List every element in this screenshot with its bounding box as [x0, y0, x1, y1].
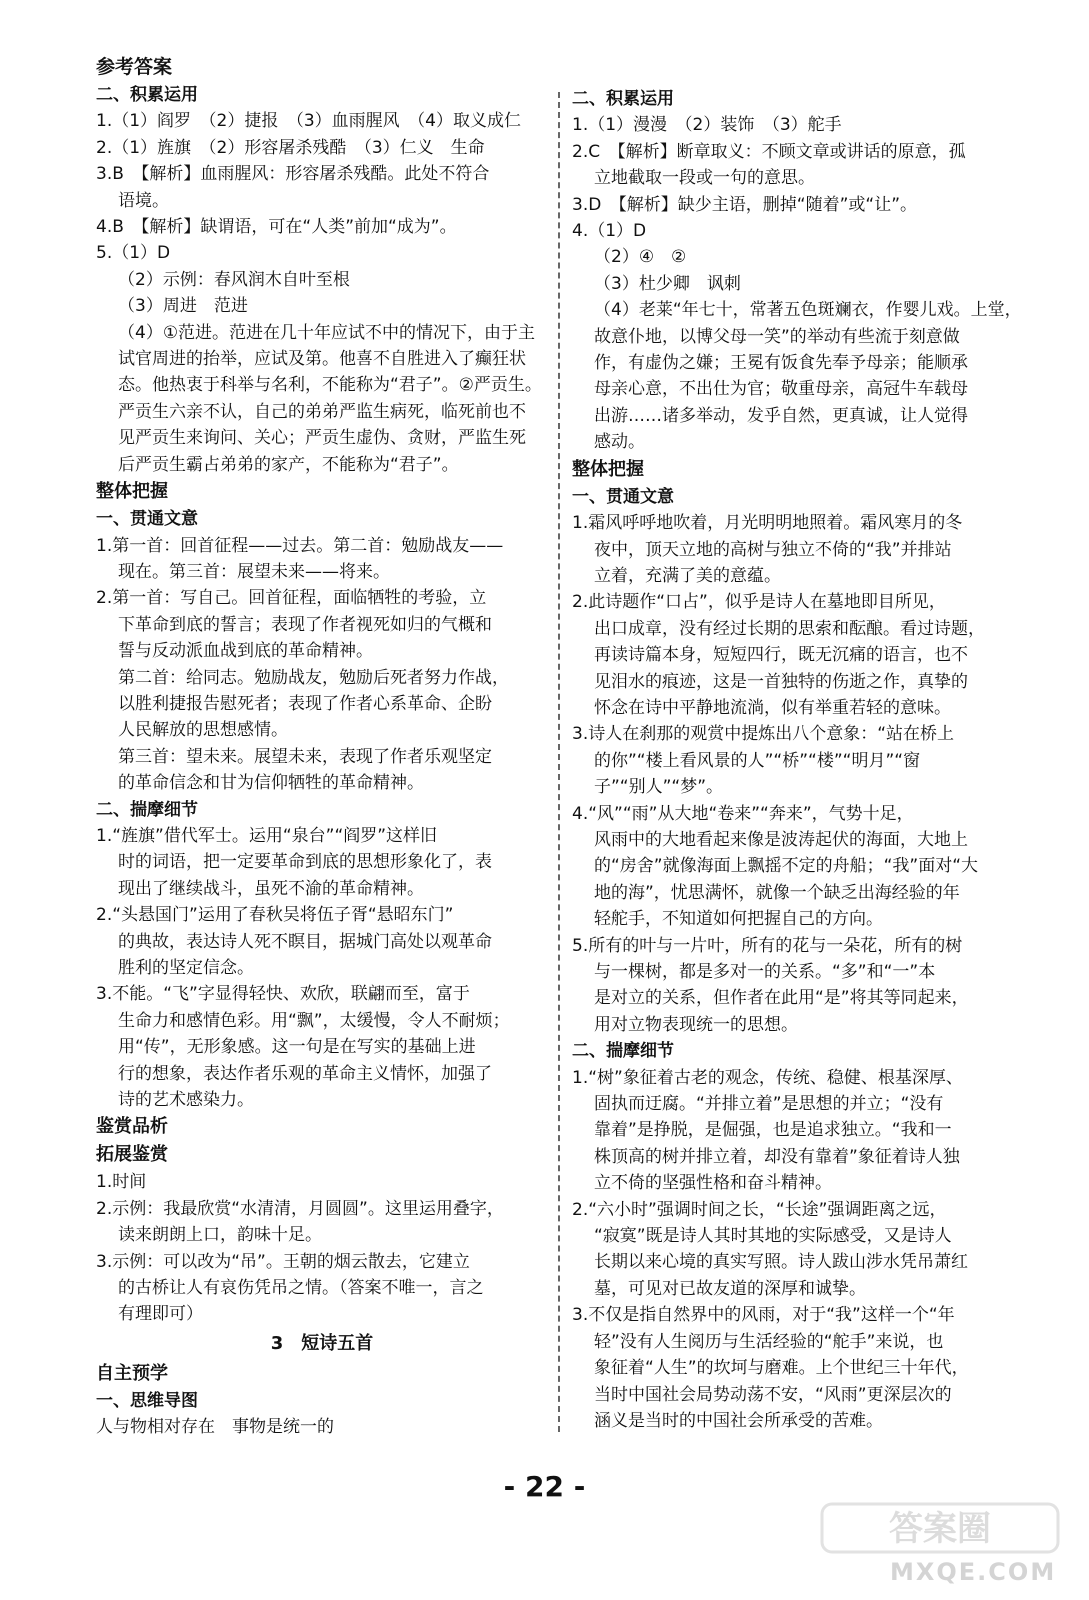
- text-line: 风雨中的大地看起来像是波涛起伏的海面，大地上: [594, 829, 968, 850]
- subsection-heading: 二、积累运用: [96, 85, 198, 105]
- text-line: 感动。: [594, 432, 645, 453]
- text-line: 严贡生六亲不认，自己的弟弟严监生病死，临死前也不: [118, 401, 526, 422]
- text-line: 母亲心意，不出仕为官；敬重母亲，高冠牛车载母: [594, 379, 968, 400]
- text-line: 2.“头悬国门”运用了春秋吴将伍子胥“悬昭东门”: [96, 905, 454, 926]
- text-line: 3.B 【解析】血雨腥风：形容屠杀残酷。此处不符合: [96, 164, 490, 185]
- text-line: 立不倚的坚强性格和奋斗精神。: [594, 1173, 832, 1194]
- text-line: 3.不仅是指自然界中的风雨，对于“我”这样一个“年: [572, 1305, 955, 1326]
- section-heading: 整体把握: [572, 458, 644, 480]
- text-line: 1.时间: [96, 1172, 147, 1193]
- text-line: 诗的艺术感染力。: [118, 1090, 254, 1111]
- text-line: 3.不能。“飞”字显得轻快、欢欣，联翩而至，富于: [96, 984, 470, 1005]
- text-line: 子”“别人”“梦”。: [594, 777, 724, 798]
- text-line: （3）周进 范进: [118, 296, 248, 317]
- watermark-logo-text: 答案圈: [889, 1509, 991, 1549]
- text-line: 2.此诗题作“口占”，似乎是诗人在墓地即目所见，: [572, 592, 946, 613]
- text-line: 3.示例：可以改为“吊”。王朝的烟云散去，它建立: [96, 1251, 470, 1272]
- text-line: 怀念在诗中平静地流淌，似有举重若轻的意味。: [594, 697, 951, 718]
- text-line: 1.“树”象征着古老的观念，传统、稳健、根基深厚、: [572, 1067, 963, 1088]
- section-heading: 鉴赏品析: [96, 1116, 168, 1138]
- text-line: 3.D 【解析】缺少主语，删掉“随着”或“让”。: [572, 194, 918, 215]
- section-heading: 自主预学: [96, 1362, 168, 1384]
- text-line: 人与物相对存在 事物是统一的: [96, 1417, 334, 1438]
- watermark-logo: [820, 1500, 1060, 1556]
- text-line: 1.霜风呼呼地吹着，月光明明地照着。霜风寒月的冬: [572, 513, 963, 534]
- left-column: [96, 52, 548, 1441]
- text-line: （3）杜少卿 讽刺: [594, 273, 741, 294]
- text-line: 长期以来心境的真实写照。诗人跋山涉水凭吊萧红: [594, 1252, 968, 1273]
- watermark-url: MXQE.COM: [890, 1558, 1057, 1586]
- text-line: 后严贡生霸占弟弟的家产，不能称为“君子”。: [118, 454, 459, 475]
- text-line: 当时中国社会局势动荡不安，“风雨”更深层次的: [594, 1384, 952, 1405]
- text-line: 2.C 【解析】断章取义：不顾文章或讲话的原意，孤: [572, 141, 966, 162]
- page-number: - 22 -: [503, 1470, 586, 1503]
- text-line: 2.“六小时”强调时间之长，“长途”强调距离之远，: [572, 1199, 947, 1220]
- text-line: （2）示例：春风润木自叶至根: [118, 269, 350, 290]
- subsection-heading: 二、揣摩细节: [572, 1041, 674, 1062]
- text-line: 的你”“楼上看风景的人”“桥”“楼”“明月”“窗: [594, 750, 921, 771]
- text-line: 靠着”是挣脱，是倔强，也是追求独立。“我和一: [594, 1120, 952, 1141]
- text-line: 4.B 【解析】缺谓语，可在“人类”前加“成为”。: [96, 217, 457, 238]
- text-line: 1.（1）漫漫 （2）装饰 （3）舵手: [572, 115, 842, 136]
- text-line: 5.（1）D: [96, 243, 171, 264]
- text-line: 与一棵树，都是多对一的关系。“多”和“一”本: [594, 962, 936, 982]
- text-line: 的“房舍”就像海面上飘摇不定的舟船；“我”面对“大: [594, 856, 979, 877]
- text-line: 涵义是当时的中国社会所承受的苦难。: [594, 1410, 883, 1431]
- text-line: 1.“旌旗”借代军士。运用“泉台”“阎罗”这样旧: [96, 825, 438, 846]
- text-line: 现在。第三首：展望未来——将来。: [118, 561, 390, 582]
- text-line: 的革命信念和甘为信仰牺牲的革命精神。: [118, 773, 424, 794]
- text-line: 5.所有的叶与一片叶，所有的花与一朵花，所有的树: [572, 935, 963, 956]
- text-line: 第三首：望未来。展望未来，表现了作者乐观坚定: [118, 746, 492, 767]
- lesson-title: 3 短诗五首: [270, 1332, 374, 1354]
- subsection-heading: 二、积累运用: [572, 89, 674, 109]
- text-line: 株顶高的树并排立着，却没有靠着”象征着诗人独: [594, 1146, 960, 1167]
- text-line: 4.“风”“雨”从大地“卷来”“奔来”，气势十足，: [572, 803, 914, 824]
- text-line: 作，有虚伪之嫌；王冕有饭食先奉予母亲；能顺承: [594, 353, 968, 374]
- text-line: 誓与反动派血战到底的革命精神。: [118, 641, 373, 662]
- section-heading: 整体把握: [96, 481, 168, 503]
- text-line: 语境。: [118, 190, 169, 211]
- text-line: 墓，可见对已故友道的深厚和诚挚。: [594, 1278, 866, 1299]
- subsection-heading: 二、揣摩细节: [96, 799, 198, 820]
- text-line: 用对立物表现统一的思想。: [594, 1014, 798, 1035]
- text-line: 2.示例：我最欣赏“水清清，月圆圆”。这里运用叠字，: [96, 1198, 504, 1219]
- text-line: 1.（1）阎罗 （2）捷报 （3）血雨腥风 （4）取义成仁: [96, 111, 521, 132]
- text-line: 现出了继续战斗，虽死不渝的革命精神。: [118, 878, 424, 899]
- text-line: 轻舵手，不知道如何把握自己的方向。: [594, 909, 883, 930]
- text-line: 以胜利捷报告慰死者；表现了作者心系革命、企盼: [118, 693, 492, 714]
- text-line: 2.（1）旌旗 （2）形容屠杀残酷 （3）仁义 生命: [96, 137, 485, 158]
- text-line: 的典故，表达诗人死不瞑目，据城门高处以观革命: [118, 931, 492, 952]
- text-line: 1.第一首：回首征程——过去。第二首：勉励战友——: [96, 535, 504, 556]
- text-line: 3.诗人在刹那的观赏中提炼出八个意象：“站在桥上: [572, 724, 955, 745]
- column-divider: [558, 92, 560, 1432]
- text-line: 象征着“人生”的坎坷与磨难。上个世纪三十年代，: [594, 1358, 969, 1379]
- text-line: 夜中，顶天立地的高树与独立不倚的“我”并排站: [594, 539, 952, 560]
- text-line: 是对立的关系，但作者在此用“是”将其等同起来，: [594, 988, 969, 1009]
- text-line: 的古桥让人有哀伤凭吊之情。（答案不唯一，言之: [118, 1278, 484, 1299]
- text-line: 立着，充满了美的意蕴。: [594, 565, 781, 586]
- text-line: 态。他热衷于科举与名利，不能称为“君子”。②严贡生。: [118, 375, 542, 396]
- text-line: 行的想象，表达作者乐观的革命主义情怀，加强了: [118, 1063, 492, 1084]
- subsection-heading: 一、贯通文意: [96, 509, 198, 530]
- text-line: “寂寞”既是诗人其时其地的实际感受，又是诗人: [594, 1226, 952, 1247]
- text-line: （2）④ ②: [594, 247, 687, 268]
- text-line: 胜利的坚定信念。: [118, 958, 254, 978]
- subsection-heading: 一、思维导图: [96, 1390, 198, 1411]
- text-line: 轻”没有人生阅历与生活经验的“舵手”来说，也: [594, 1331, 944, 1352]
- text-line: 4.（1）D: [572, 221, 647, 242]
- text-line: 见泪水的痕迹，这是一首独特的伤逝之作，真挚的: [594, 671, 968, 692]
- page-title: 参考答案: [96, 56, 173, 78]
- text-line: 地的海”，忧思满怀，就像一个缺乏出海经验的年: [594, 882, 960, 903]
- text-line: 时的词语，把一定要革命到底的思想形象化了，表: [118, 852, 492, 873]
- text-line: 读来朗朗上口，韵味十足。: [118, 1225, 322, 1246]
- text-line: 用“传”，无形象感。这一句是在写实的基础上进: [118, 1037, 476, 1058]
- text-line: 再读诗篇本身，短短四行，既无沉痛的语言，也不: [594, 645, 968, 666]
- text-line: （4）老莱“年七十，常著五色斑斓衣，作婴儿戏。上堂，: [594, 300, 1022, 321]
- text-line: 立地截取一段或一句的意思。: [594, 168, 815, 189]
- text-line: 下革命到底的誓言；表现了作者视死如归的气概和: [118, 614, 492, 635]
- right-column: [572, 86, 1024, 1434]
- text-line: 见严贡生来询问、关心；严贡生虚伪、贪财，严监生死: [118, 428, 526, 449]
- text-line: 试官周进的抬举，应试及第。他喜不自胜进入了癫狂状: [118, 349, 526, 370]
- text-line: （4）①范进。范进在几十年应试不中的情况下，由于主: [118, 322, 536, 343]
- text-line: 第二首：给同志。勉励战友，勉励后死者努力作战，: [118, 667, 509, 688]
- text-line: 人民解放的思想感情。: [118, 720, 288, 741]
- text-line: 出游……诸多举动，发乎自然，更真诚，让人觉得: [594, 405, 968, 426]
- text-line: 故意仆地，以博父母一笑”的举动有些流于刻意做: [594, 326, 960, 347]
- text-line: 2.第一首：写自己。回首征程，面临牺牲的考验，立: [96, 588, 487, 609]
- watermark: [820, 1500, 1060, 1590]
- text-line: 固执而迂腐。“并排立着”是思想的并立；“没有: [594, 1094, 944, 1115]
- subsection-heading: 一、贯通文意: [572, 486, 674, 507]
- section-heading: 拓展鉴赏: [96, 1144, 168, 1166]
- text-line: 出口成章，没有经过长期的思索和酝酿。看过诗题，: [594, 618, 985, 639]
- text-line: 有理即可）: [118, 1304, 203, 1325]
- text-line: 生命力和感情色彩。用“飘”，太缓慢，令人不耐烦；: [118, 1010, 510, 1031]
